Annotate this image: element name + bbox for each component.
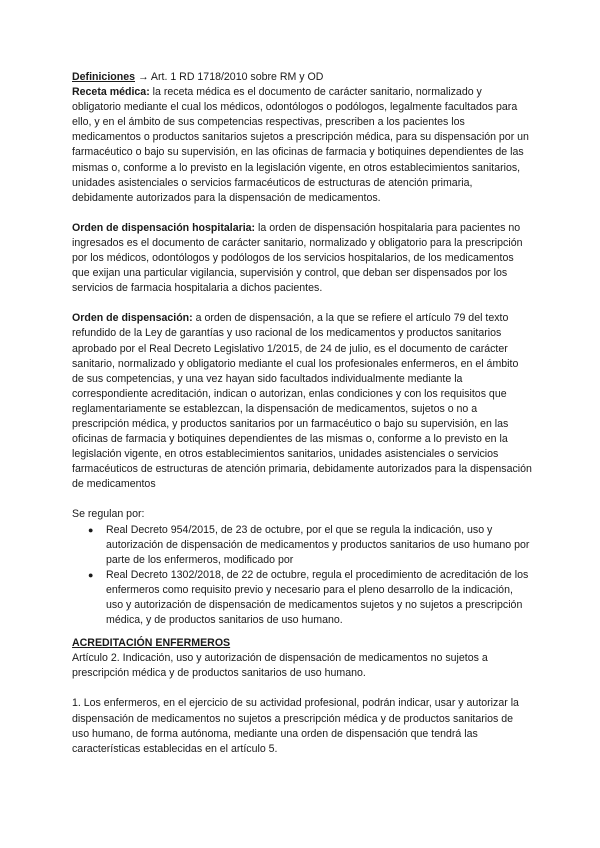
- list-item-text: Real Decreto 954/2015, de 23 de octubre, por el que se regula la indicación, uso y autorización de dispensación de medicamentos y productos sanitarios de uso humano por parte de los enfermeros, modificado por: [106, 523, 530, 566]
- hospitalaria-paragraph: [72, 221, 532, 296]
- spacer: [72, 492, 532, 507]
- bullet-icon: ●: [88, 524, 94, 535]
- articulo-2-text: Artículo 2. Indicación, uso y autorización de dispensación de medicamentos no sujetos a prescripción médica y de productos sanitarios de uso humano.: [72, 652, 488, 680]
- receta-paragraph: [72, 85, 532, 206]
- list-item: [72, 523, 532, 568]
- receta-term: Receta médica:: [72, 86, 150, 99]
- bullet-icon: ●: [88, 569, 94, 580]
- regulan-list: [72, 523, 532, 629]
- spacer: [72, 296, 532, 311]
- orden-term: Orden de dispensación:: [72, 312, 193, 325]
- definiciones-heading: Definiciones: [72, 71, 135, 83]
- orden-text: a orden de dispensación, a la que se refiere el artículo 79 del texto refundido de la Ley de garantías y uso racional de los medicamentos y productos sanitarios aprobado por el Real Decreto Legislativo 1/2015, de 24 de julio, es el documento de carácter sanitario, normalizado y obligatorio mediante el cual los profesionales enfermeros, en el ámbito de sus competencias, y una vez hayan sido facultados individualmente mediante la correspondiente acreditación, indican o autorizan, enlas condiciones y con los requisitos que reglamentariamente se establezcan, la dispensación de medicamentos, sujetos o no a prescripción médica, y productos sanitarios por un farmacéutico o bajo su supervisión, en las oficinas de farmacia y botiquines dependientes de las mismas o, conforme a lo previsto en la legislación vigente, en otros establecimientos sanitarios, unidades asistenciales o servicios farmacéuticos de estructuras de atención primaria, debidamente autorizados para la dispensación de medicamentos: [72, 312, 532, 491]
- list-item: [72, 568, 532, 628]
- spacer: [72, 681, 532, 696]
- definiciones-reference: Art. 1 RD 1718/2010 sobre RM y OD: [150, 71, 324, 83]
- acreditacion-heading: ACREDITACIÓN ENFERMEROS: [72, 637, 231, 650]
- punto-1-text: 1. Los enfermeros, en el ejercicio de su actividad profesional, podrán indicar, usar y autorizar la dispensación de medicamentos no sujetos a prescripción médica y de productos sanitarios de uso humano, de forma autónoma, mediante una orden de dispensación que tendrá las características establecidas en el artículo 5.: [72, 697, 519, 755]
- orden-paragraph: [72, 311, 532, 492]
- spacer: [72, 628, 532, 636]
- arrow-glyph: →: [135, 71, 151, 83]
- document-page: [72, 70, 532, 757]
- spacer: [72, 206, 532, 221]
- hospitalaria-text: la orden de dispensación hospitalaria para pacientes no ingresados es el documento de carácter sanitario, normalizado y obligatorio para la prescripción por los médicos, odontólogos y podólogos de los servicios hospitalarios, de los medicamentos que exijan una particular vigilancia, supervisión y control, que deban ser dispensados por los servicios de farmacia hospitalaria a dichos pacientes.: [72, 221, 523, 295]
- regulan-intro: Se regulan por:: [72, 508, 145, 521]
- list-item-text: Real Decreto 1302/2018, de 22 de octubre, regula el procedimiento de acreditación de los enfermeros como requisito previo y necesario para el pleno desarrollo de la indicación, uso y autorización de dispensación de medicamentos sujetos y no sujetos a prescripción médica, y de productos sanitarios de uso humano.: [106, 568, 529, 627]
- definiciones-line: [72, 70, 532, 85]
- hospitalaria-term: Orden de dispensación hospitalaria:: [72, 221, 256, 234]
- receta-text: la receta médica es el documento de carácter sanitario, normalizado y obligatorio mediante el cual los médicos, odontólogos o podólogos, legalmente facultados para ello, y en el ámbito de sus competencias respectivas, prescriben a los pacientes los medicamentos o productos sanitarios sujetos a prescripción médica, para su dispensación por un farmacéutico o bajo su supervisión, en las oficinas de farmacia y botiquines dependientes de las mismas o, conforme a lo previsto en la legislación vigente, en otros establecimientos sanitarios, unidades asistenciales o servicios farmacéuticos de estructuras de atención primaria, debidamente autorizados para la dispensación de medicamentos.: [72, 86, 529, 204]
